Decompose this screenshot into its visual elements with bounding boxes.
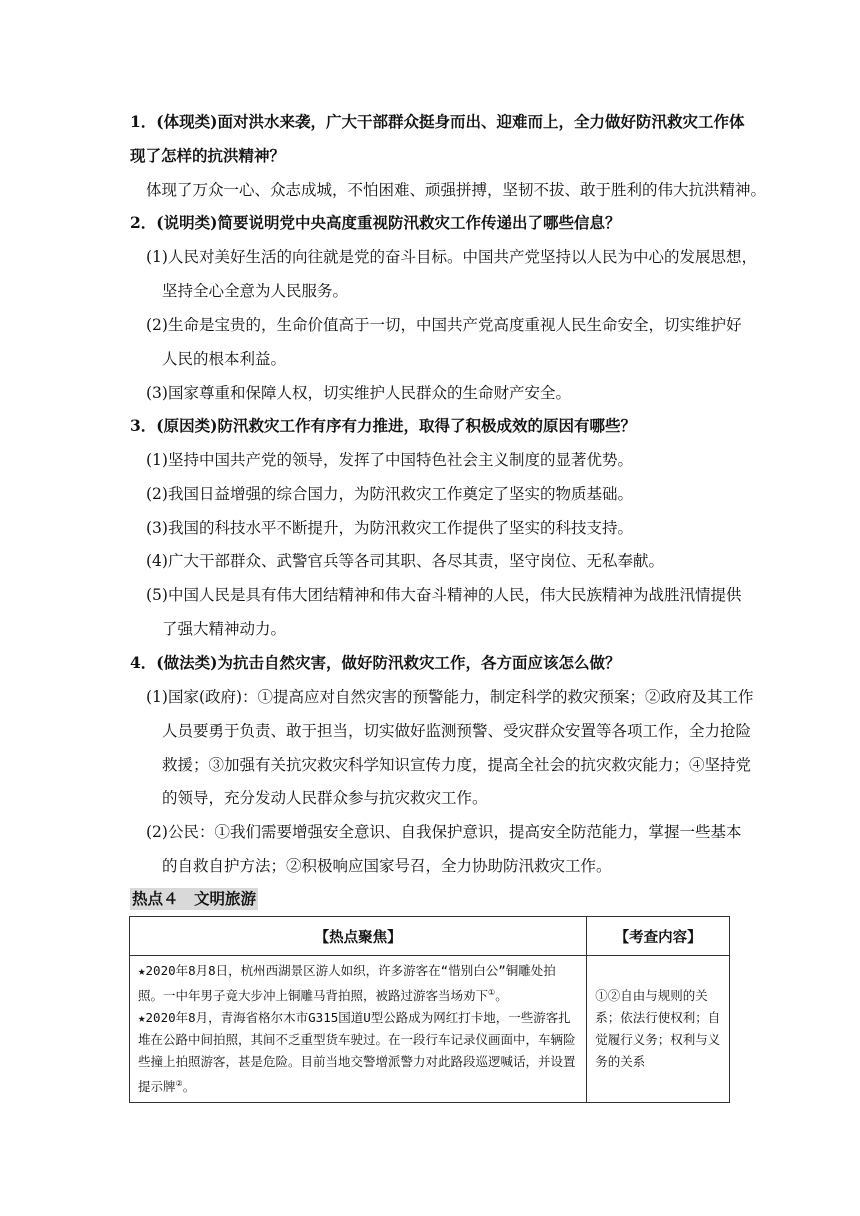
table-header-row: [130, 917, 730, 956]
header-exam-content: 【考查内容】: [587, 917, 730, 956]
question-2-answer-3: (3)国家尊重和保障人权，切实维护人民群众的生命财产安全。: [146, 384, 571, 402]
question-1-line-2: 现了怎样的抗洪精神？: [130, 146, 286, 165]
hotspot-heading: 热点４ 文明旅游: [132, 889, 257, 908]
exam-content-cell: ①②自由与规则的关系；依法行使权利；自觉履行义务；权利与义务的关系: [587, 956, 730, 1103]
hot-focus-item-1: [138, 960, 580, 1007]
footnote-1: ①: [488, 988, 496, 997]
item-2-end: 。: [182, 1079, 196, 1095]
question-4-answer-2-line-1: (2)公民：①我们需要增强安全意识、自我保护意识，提高安全防范能力，掌握一些基本: [146, 823, 742, 841]
question-2-answer-1-line-1: (1)人民对美好生活的向往就是党的奋斗目标。中国共产党坚持以人民为中心的发展思想，: [146, 248, 757, 266]
question-3-answer-5-line-2: 了强大精神动力。: [162, 620, 287, 638]
question-4-answer-1-line-2: 人员要勇于负责、敢于担当，切实做好监测预警、受灾群众安置等各项工作，全力抢险: [162, 722, 752, 740]
hot-focus-item-2: [138, 1007, 580, 1098]
question-4-answer-2-line-2: 的自救自护方法；②积极响应国家号召，全力协助防汛救灾工作。: [162, 857, 612, 875]
question-3-line-1: 3．(原因类)防汛救灾工作有序有力推进，取得了积极成效的原因有哪些？: [130, 416, 636, 435]
question-2-answer-1-line-2: 坚持全心全意为人民服务。: [162, 282, 349, 300]
question-3-answer-4: (4)广大干部群众、武警官兵等各司其职、各尽其责，坚守岗位、无私奉献。: [146, 552, 664, 570]
question-4-answer-1-line-3: 救援；③加强有关抗灾救灾科学知识宣传力度，提高全社会的抗灾救灾能力；④坚持党: [162, 756, 752, 774]
hot-focus-item-1-text: ★2020年8月8日，杭州西湖景区游人如织，许多游客在“惜别白公”铜雕处拍照。一中年男子竟大步冲上铜雕马背拍照，被路过游客当场劝下: [138, 963, 556, 1004]
hot-focus-cell: [130, 956, 587, 1103]
question-2-answer-2-line-1: (2)生命是宝贵的，生命价值高于一切，中国共产党高度重视人民生命安全，切实维护好: [146, 316, 742, 334]
header-hot-focus: 【热点聚焦】: [130, 917, 587, 956]
question-3-answer-2: (2)我国日益增强的综合国力，为防汛救灾工作奠定了坚实的物质基础。: [146, 485, 633, 503]
hotspot-table: [129, 916, 730, 1103]
item-1-end: 。: [495, 988, 508, 1004]
footnote-2: ②: [175, 1079, 183, 1089]
question-1-answer: 体现了万众一心、众志成城，不怕困难、顽强拼搏，坚韧不拔、敢于胜利的伟大抗洪精神。: [146, 181, 767, 199]
question-1-line-1: 1．(体现类)面对洪水来袭，广大干部群众挺身而出、迎难而上，全力做好防汛救灾工作体: [130, 112, 745, 131]
question-3-answer-1: (1)坚持中国共产党的领导，发挥了中国特色社会主义制度的显著优势。: [146, 451, 633, 469]
table-row: [130, 956, 730, 1103]
question-3-answer-3: (3)我国的科技水平不断提升，为防汛救灾工作提供了坚实的科技支持。: [146, 519, 633, 537]
question-3-answer-5-line-1: (5)中国人民是具有伟大团结精神和伟大奋斗精神的人民，伟大民族精神为战胜汛情提供: [146, 586, 742, 604]
hot-focus-item-2-text: ★2020年8月，青海省格尔木市G315国道U型公路成为网红打卡地，一些游客扎堆在公路中间拍照，其间不乏重型货车驶过。在一段行车记录仪画面中，车辆险些撞上拍照游客，甚是危险。目前当地交警增派警力对此路段巡逻喊话，并设置提示牌: [138, 1010, 576, 1095]
question-4-answer-1-line-4: 的领导，充分发动人民群众参与抗灾救灾工作。: [162, 789, 488, 807]
question-2-answer-2-line-2: 人民的根本利益。: [162, 350, 287, 368]
question-4-line-1: 4．(做法类)为抗击自然灾害，做好防汛救灾工作，各方面应该怎么做？: [130, 653, 621, 672]
question-4-answer-1-line-1: (1)国家(政府)：①提高应对自然灾害的预警能力，制定科学的救灾预案；②政府及其工作: [146, 688, 754, 706]
question-2-line-1: 2．(说明类)简要说明党中央高度重视防汛救灾工作传递出了哪些信息？: [130, 213, 621, 232]
